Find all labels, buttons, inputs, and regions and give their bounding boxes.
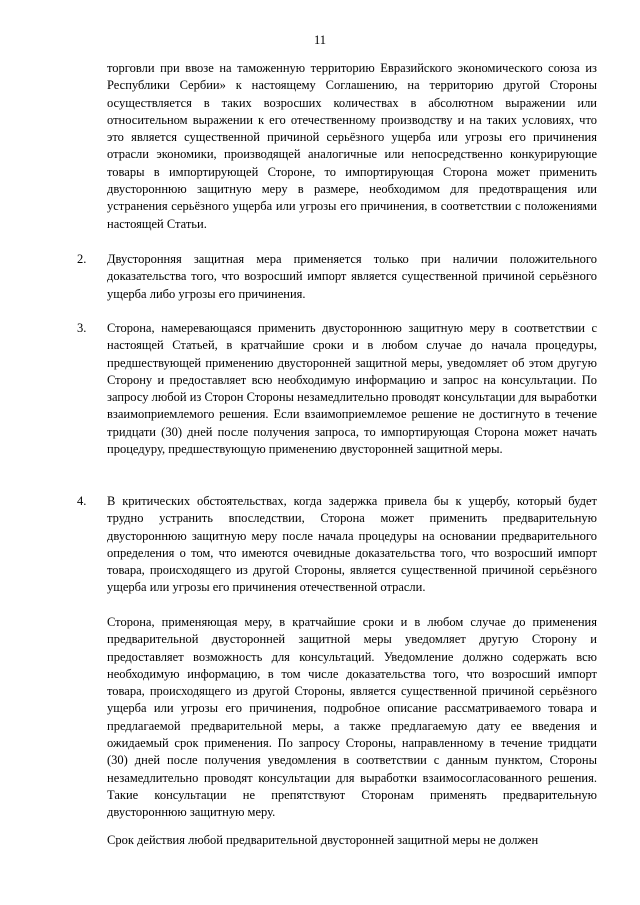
paragraph-number: 4.	[77, 494, 87, 508]
paragraph-number: 3.	[77, 321, 87, 335]
page-number: 11	[313, 33, 327, 47]
paragraph-continuation: торговли при ввозе на таможенную территорию Евразийского экономического союза из Республики Сербии» к настоящему Соглашению, на территорию другой Стороны осуществляется в таких возросших количествах в абсолютном выражении или относительном выражении к его отечественному производству и на таких условиях, что это является существенной причиной серьёзного ущерба или угрозы его причинения отрасли экономики, производящей аналогичные или непосредственно конкурирующие товары в импортирующей Стороне, то импортирующая Сторона может применить двустороннюю защитную меру в размере, необходимом для предотвращения или устранения серьёзного ущерба или угрозы его причинения, в соответствии с положениями настоящей Статьи.	[107, 61, 597, 231]
paragraph-4-final: Срок действия любой предварительной двусторонней защитной меры не должен	[107, 833, 539, 847]
paragraph-2: Двусторонняя защитная мера применяется только при наличии положительного доказательства того, что возросший импорт является существенной причиной серьёзного ущерба либо угрозы его причинения.	[107, 252, 597, 301]
paragraph-number: 2.	[77, 252, 87, 266]
paragraph-3: Сторона, намеревающаяся применить двустороннюю защитную меру в соответствии с настоящей Статьей, в кратчайшие сроки и в любом случае до начала процедуры, предшествующей применению двусторонней защитной меры, уведомляет об этом другую Сторону и предоставляет всю необходимую информацию и запрос на консультации. По запросу любой из Сторон Стороны незамедлительно проводят консультации для выработки взаимоприемлемого решения. Если взаимоприемлемое решение не достигнуто в течение тридцати (30) дней после получения запроса, то импортирующая Сторона может начать процедуру, предшествующую применению двусторонней защитной меры.	[107, 321, 597, 457]
paragraph-4-continued: Сторона, применяющая меру, в кратчайшие сроки и в любом случае до применения предварительной двусторонней защитной меры уведомляет другую Сторону и предоставляет возможность для консультаций. Уведомление должно содержать всю необходимую информацию, в том числе доказательства того, что возросший импорт товара, происходящего из другой Стороны, является существенной причиной серьёзного ущерба или угрозы его причинения, подробное описание рассматриваемого товара и предлагаемой предварительной меры, а также предлагаемую дату ее введения и ожидаемый срок применения. По запросу Стороны, направленному в течение тридцати (30) дней после получения уведомления в соответствии с данным пунктом, Стороны незамедлительно проводят консультации для выработки взаимосогласованного решения. Такие консультации не препятствуют Сторонам применять предварительную двустороннюю защитную меру.	[107, 615, 597, 820]
paragraph-4: В критических обстоятельствах, когда задержка привела бы к ущербу, который будет трудно устранить впоследствии, Сторона может применить предварительную двустороннюю защитную меру после начала процедуры на основании предварительного определения о том, что имеются очевидные доказательства того, что возросший импорт товара, происходящего из другой Стороны, является существенной причиной серьёзного ущерба или угрозы его причинения отечественной отрасли.	[107, 494, 597, 595]
